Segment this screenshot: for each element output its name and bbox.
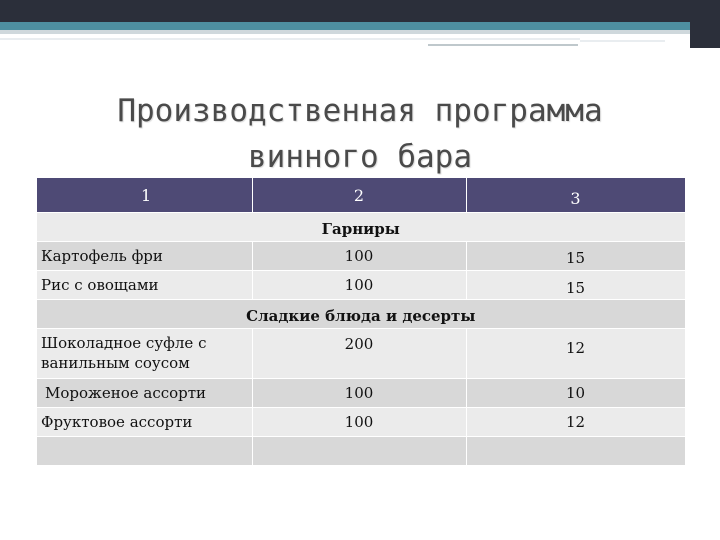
- title-line-1: Производственная программа: [117, 93, 603, 129]
- empty-cell: [37, 437, 252, 466]
- dish-col3: 15: [466, 242, 685, 271]
- table-row: [37, 379, 685, 408]
- dish-col2: 200: [252, 329, 466, 379]
- section-title: Гарниры: [37, 213, 685, 242]
- decor-line: [0, 38, 580, 40]
- table-header-row: [37, 178, 685, 213]
- table-row-empty: [37, 437, 685, 466]
- dish-col2: 100: [252, 242, 466, 271]
- top-band-dark: [0, 0, 720, 22]
- page-title: [60, 88, 660, 180]
- dish-name: Рис с овощами: [37, 271, 252, 300]
- top-band-light: [0, 30, 720, 34]
- dish-col3: 10: [466, 379, 685, 408]
- dish-name: Фруктовое ассорти: [37, 408, 252, 437]
- dish-name: Шоколадное суфле с ванильным соусом: [37, 329, 252, 379]
- section-title: Сладкие блюда и десерты: [37, 300, 685, 329]
- empty-cell: [466, 437, 685, 466]
- dish-col2: 100: [252, 408, 466, 437]
- dish-col3: 15: [466, 271, 685, 300]
- header-cell: 1: [37, 178, 252, 213]
- production-table: [37, 178, 686, 466]
- dish-name: Картофель фри: [37, 242, 252, 271]
- header-cell: 2: [252, 178, 466, 213]
- dish-col2: 100: [252, 271, 466, 300]
- title-line-2: винного бара: [248, 139, 472, 175]
- table-row: [37, 271, 685, 300]
- decor-line: [580, 40, 665, 42]
- section-row: [37, 300, 685, 329]
- section-row: [37, 213, 685, 242]
- top-band-corner: [690, 0, 720, 48]
- table-row: [37, 408, 685, 437]
- top-band-accent: [0, 22, 720, 30]
- dish-name: Мороженое ассорти: [37, 379, 252, 408]
- empty-cell: [252, 437, 466, 466]
- table-row: [37, 329, 685, 379]
- header-cell: 3: [466, 178, 685, 213]
- dish-col3: 12: [466, 329, 685, 379]
- dish-col2: 100: [252, 379, 466, 408]
- decor-line: [428, 44, 578, 46]
- dish-col3: 12: [466, 408, 685, 437]
- table-row: [37, 242, 685, 271]
